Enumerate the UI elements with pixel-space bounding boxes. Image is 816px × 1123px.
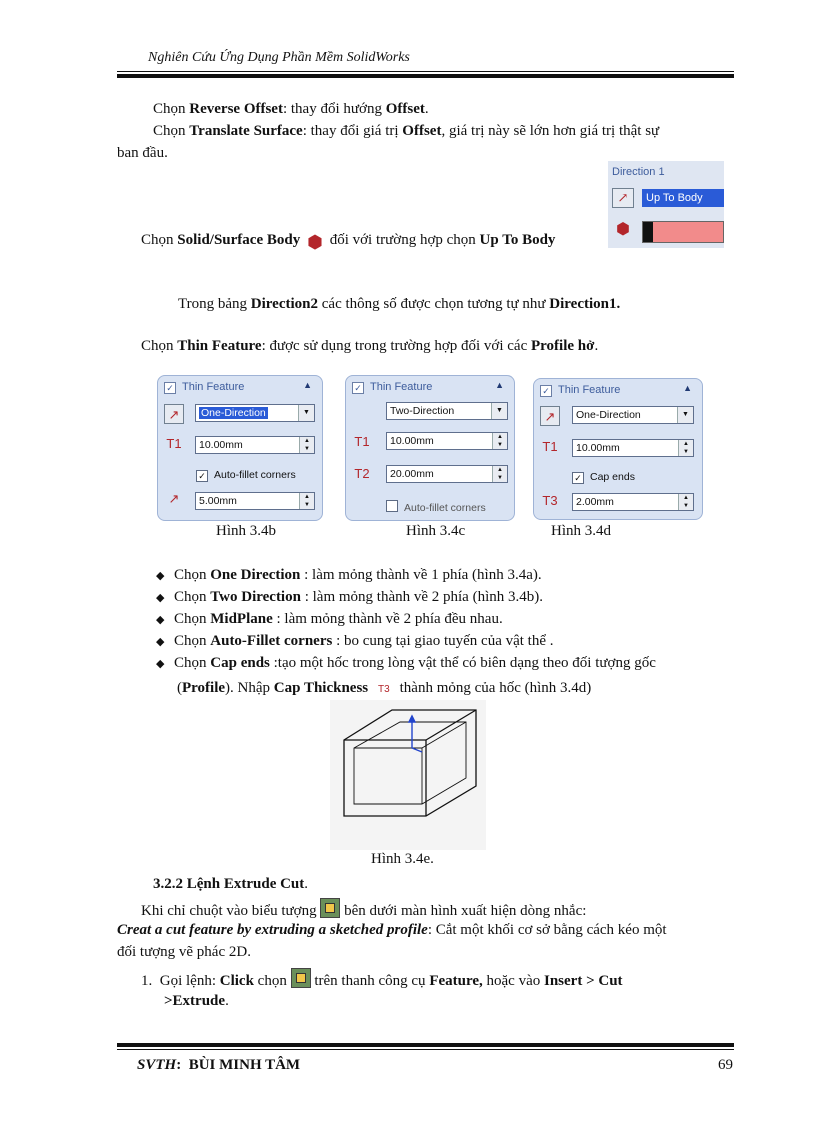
paragraph-reverse-offset: Chọn Reverse Offset: thay đổi hướng Offset. [153, 101, 429, 117]
step-1-cont: >Extrude. [164, 993, 229, 1009]
thickness-t1-input[interactable]: 10.00mm ▲ ▼ [572, 439, 694, 457]
cap-thickness-input[interactable]: 2.00mm ▲ ▼ [572, 493, 694, 511]
bullet-item: ◆ Chọn Cap ends :tạo một hốc trong lòng vật thể có biên dạng theo đối tượng gốc [156, 655, 656, 671]
end-condition-select[interactable]: Up To Body [642, 189, 724, 207]
bullet-item: ◆ Chọn Two Direction : làm mỏng thành về 2 phía (hình 3.4b). [156, 589, 543, 605]
section-heading: 3.2.2 Lệnh Extrude Cut. [153, 876, 309, 892]
bullet-item: ◆ Chọn One Direction : làm mỏng thành về 1 phía (hình 3.4a). [156, 567, 542, 583]
bullet-item: ◆ Chọn Auto-Fillet corners : bo cung tại giao tuyến của vật thể . [156, 633, 554, 649]
extrude-cut-icon[interactable] [320, 898, 340, 918]
thickness-t1-input[interactable]: 10.00mm ▲ ▼ [386, 432, 508, 450]
caption-3-4b: Hình 3.4b [216, 523, 276, 539]
solid-body-icon: ⬢ [307, 232, 323, 252]
thickness-t1-input[interactable]: 10.00mm ▲ ▼ [195, 436, 315, 454]
footer-rule-thick [117, 1043, 734, 1047]
auto-fillet-checkbox[interactable]: Auto-fillet corners [386, 500, 486, 514]
fillet-radius-icon: ↗ [168, 491, 180, 506]
thin-box-figure [330, 700, 486, 850]
collapse-icon[interactable]: ▲ [495, 380, 504, 390]
direction1-panel [608, 161, 724, 248]
collapse-icon[interactable]: ▲ [303, 380, 312, 390]
reverse-direction-icon[interactable]: ↗ [612, 188, 634, 208]
thickness-t2-icon: T2 [354, 466, 370, 481]
body-selection-box[interactable] [642, 221, 724, 243]
fillet-radius-input[interactable]: 5.00mm ▲ ▼ [195, 492, 315, 510]
paragraph-prompt: Creat a cut feature by extruding a sketched profile: Cắt một khối cơ sở bằng cách kéo một [117, 922, 667, 938]
thin-type-select[interactable]: One-Direction ▼ [195, 404, 315, 422]
extrude-cut-icon[interactable] [291, 968, 311, 988]
thin-feature-title[interactable]: ✓ Thin Feature [164, 381, 244, 394]
paragraph-thin-feature: Chọn Thin Feature: được sử dụng trong trường hợp đối với các Profile hở. [141, 338, 599, 354]
paragraph-tooltip-intro: Khi chỉ chuột vào biểu tượng bên dưới màn hình xuất hiện dòng nhắc: [141, 898, 586, 922]
thin-feature-panel-c [345, 375, 515, 521]
bullet-item-continuation: (Profile). Nhập Cap Thickness T3 thành mỏng của hốc (hình 3.4d) [177, 678, 591, 700]
collapse-icon[interactable]: ▲ [683, 383, 692, 393]
cap-ends-checkbox[interactable]: ✓ Cap ends [572, 471, 635, 484]
thickness-t1-icon: T1 [542, 439, 558, 454]
auto-fillet-checkbox[interactable]: ✓ Auto-fillet corners [196, 469, 296, 482]
paragraph-prompt-cont: đối tượng vẽ phác 2D. [117, 944, 251, 960]
thickness-t1-icon: T1 [166, 436, 182, 451]
step-1: 1. Gọi lệnh: Click chọn trên thanh công cụ Feature, hoặc vào Insert > Cut [141, 968, 738, 992]
page-number: 69 [718, 1057, 733, 1073]
caption-3-4d: Hình 3.4d [551, 523, 611, 539]
thickness-t2-input[interactable]: 20.00mm ▲ ▼ [386, 465, 508, 483]
thin-feature-panel-b [157, 375, 323, 521]
paragraph-solid-surface-body: Chọn Solid/Surface Body ⬢ đối với trường hợp chọn Up To Body [141, 232, 556, 252]
paragraph-translate-surface-cont: ban đầu. [117, 145, 168, 161]
header-rule-thick [117, 74, 734, 78]
direction1-title: Direction 1 [612, 166, 665, 178]
header-rule-thin [117, 71, 734, 72]
footer-author: SVTH: BÙI MINH TÂM [137, 1057, 301, 1073]
thin-feature-title[interactable]: ✓ Thin Feature [352, 381, 432, 394]
caption-3-4c: Hình 3.4c [406, 523, 466, 539]
thickness-t1-icon: T1 [354, 434, 370, 449]
footer-rule-thin [117, 1049, 734, 1050]
solid-body-icon: ⬢ [616, 221, 630, 238]
bullet-item: ◆ Chọn MidPlane : làm mỏng thành về 2 phía đều nhau. [156, 611, 503, 627]
caption-3-4e: Hình 3.4e. [371, 851, 434, 867]
reverse-direction-icon[interactable]: ↗ [164, 404, 184, 424]
thin-type-select[interactable]: Two-Direction ▼ [386, 402, 508, 420]
paragraph-direction2: Trong bảng Direction2 các thông số được chọn tương tự như Direction1. [178, 296, 621, 312]
thin-feature-panel-d [533, 378, 703, 520]
thin-type-select[interactable]: One-Direction ▼ [572, 406, 694, 424]
reverse-direction-icon[interactable]: ↗ [540, 406, 560, 426]
thin-feature-title[interactable]: ✓ Thin Feature [540, 384, 620, 397]
cap-thickness-icon: T3 [378, 684, 390, 695]
running-header: Nghiên Cứu Ứng Dụng Phần Mềm SolidWorks [148, 50, 410, 65]
paragraph-translate-surface: Chọn Translate Surface: thay đổi giá trị Offset, giá trị này sẽ lớn hơn giá trị thật sự [153, 123, 660, 139]
cap-thickness-icon: T3 [542, 493, 558, 508]
